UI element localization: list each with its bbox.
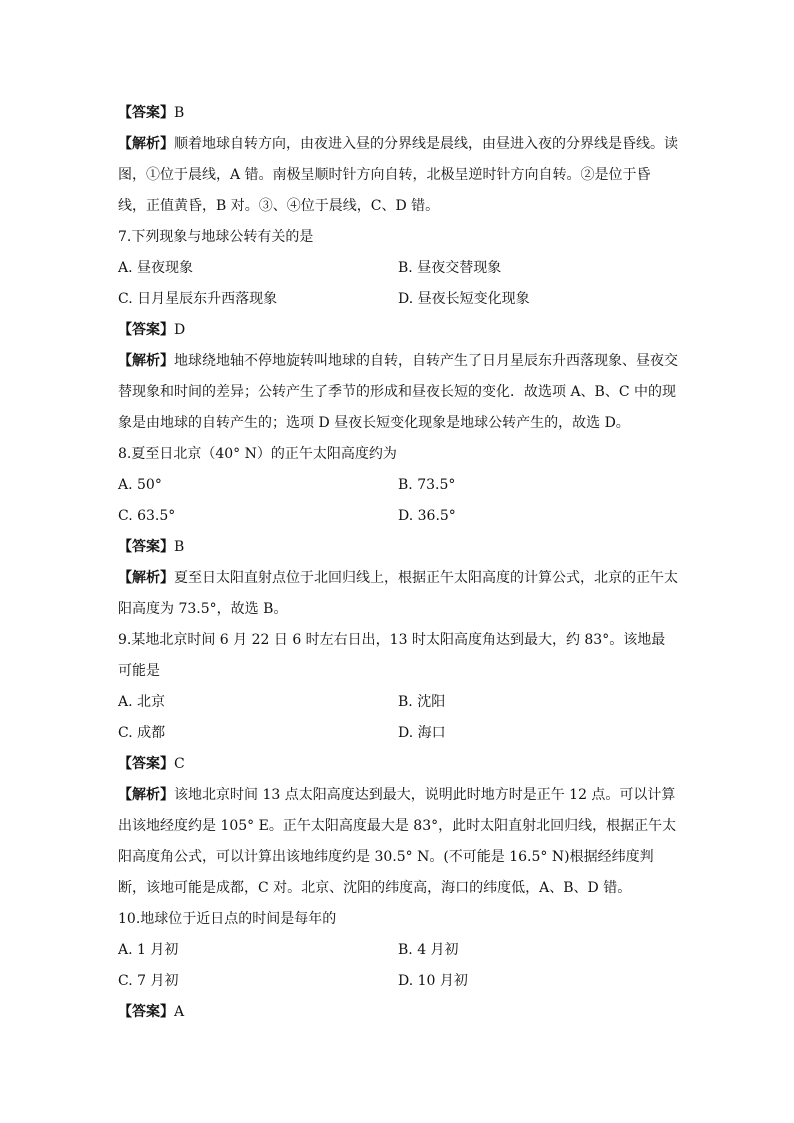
answer-value: B <box>174 539 185 555</box>
question-7: 7.下列现象与地球公转有关的是 <box>118 229 314 245</box>
analysis-paragraph <box>118 780 678 904</box>
answer-value: A <box>174 1004 185 1020</box>
options-row <box>118 935 678 966</box>
options-row <box>118 687 678 718</box>
option-a: A. 1 月初 <box>118 942 179 958</box>
options-row <box>118 501 678 532</box>
option-d: D. 海口 <box>398 725 446 741</box>
option-d: D. 10 月初 <box>398 973 468 989</box>
analysis-text: 夏至日太阳直射点位于北回归线上，根据正午太阳高度的计算公式，北京的正午太阳高度为 73.5°，故选 B。 <box>118 570 678 617</box>
question-9: 9.某地北京时间 6 月 22 日 6 时左右日出，13 时太阳高度角达到最大，约 83°。该地最可能是 <box>118 632 666 679</box>
analysis-paragraph <box>118 563 678 625</box>
analysis-label: 【解析】 <box>118 787 174 803</box>
option-a: A. 昼夜现象 <box>118 260 194 276</box>
option-d: D. 36.5° <box>398 508 456 524</box>
question-8: 8.夏至日北京（40° N）的正午太阳高度约为 <box>118 446 397 462</box>
answer-label: 【答案】 <box>118 322 174 338</box>
analysis-label: 【解析】 <box>118 570 174 586</box>
option-b: B. 4 月初 <box>398 942 459 958</box>
answer-value: B <box>174 105 185 121</box>
question-10: 10.地球位于近日点的时间是每年的 <box>118 911 337 927</box>
option-b: B. 73.5° <box>398 477 456 493</box>
analysis-label: 【解析】 <box>118 136 174 152</box>
answer-label: 【答案】 <box>118 105 174 121</box>
option-b: B. 昼夜交替现象 <box>398 260 502 276</box>
analysis-paragraph <box>118 346 678 439</box>
answer-value: C <box>174 756 185 772</box>
analysis-paragraph <box>118 129 678 222</box>
answer-line <box>118 749 678 780</box>
options-row <box>118 718 678 749</box>
analysis-label: 【解析】 <box>118 353 174 369</box>
answer-value: D <box>174 322 186 338</box>
option-c: C. 7 月初 <box>118 973 179 989</box>
answer-label: 【答案】 <box>118 1004 174 1020</box>
option-b: B. 沈阳 <box>398 694 446 710</box>
option-c: C. 63.5° <box>118 508 176 524</box>
option-a: A. 50° <box>118 477 162 493</box>
options-row <box>118 966 678 997</box>
answer-line <box>118 315 678 346</box>
options-row <box>118 284 678 315</box>
analysis-text: 该地北京时间 13 点太阳高度达到最大，说明此时地方时是正午 12 点。可以计算出该地经度约是 105° E。正午太阳高度最大是 83°，此时太阳直射北回归线，根据正午太阳高度角公式，可以计算出该地纬度约是 30.5° N。(不可能是 16.5° N)根据经纬度判断，该地可能是成都，C 对。北京、沈阳的纬度高，海口的纬度低，A、B、D 错。 <box>118 787 677 896</box>
analysis-text: 地球绕地轴不停地旋转叫地球的自转，自转产生了日月星辰东升西落现象、昼夜交替现象和时间的差异；公转产生了季节的形成和昼夜长短的变化．故选项 A、B、C 中的现象是由地球的自转产生的；选项 D 昼夜长短变化现象是地球公转产生的，故选 D。 <box>118 353 678 431</box>
answer-line <box>118 98 678 129</box>
option-c: C. 日月星辰东升西落现象 <box>118 291 278 307</box>
analysis-text: 顺着地球自转方向，由夜进入昼的分界线是晨线，由昼进入夜的分界线是昏线。读图，①位于晨线，A 错。南极呈顺时针方向自转，北极呈逆时针方向自转。②是位于昏线，正值黄昏，B 对。③、④位于晨线，C、D 错。 <box>118 136 678 214</box>
answer-line <box>118 997 678 1028</box>
answer-label: 【答案】 <box>118 539 174 555</box>
options-row <box>118 470 678 501</box>
answer-label: 【答案】 <box>118 756 174 772</box>
document-page <box>118 98 678 1028</box>
option-d: D. 昼夜长短变化现象 <box>398 291 530 307</box>
option-a: A. 北京 <box>118 694 166 710</box>
option-c: C. 成都 <box>118 725 166 741</box>
options-row <box>118 253 678 284</box>
answer-line <box>118 532 678 563</box>
